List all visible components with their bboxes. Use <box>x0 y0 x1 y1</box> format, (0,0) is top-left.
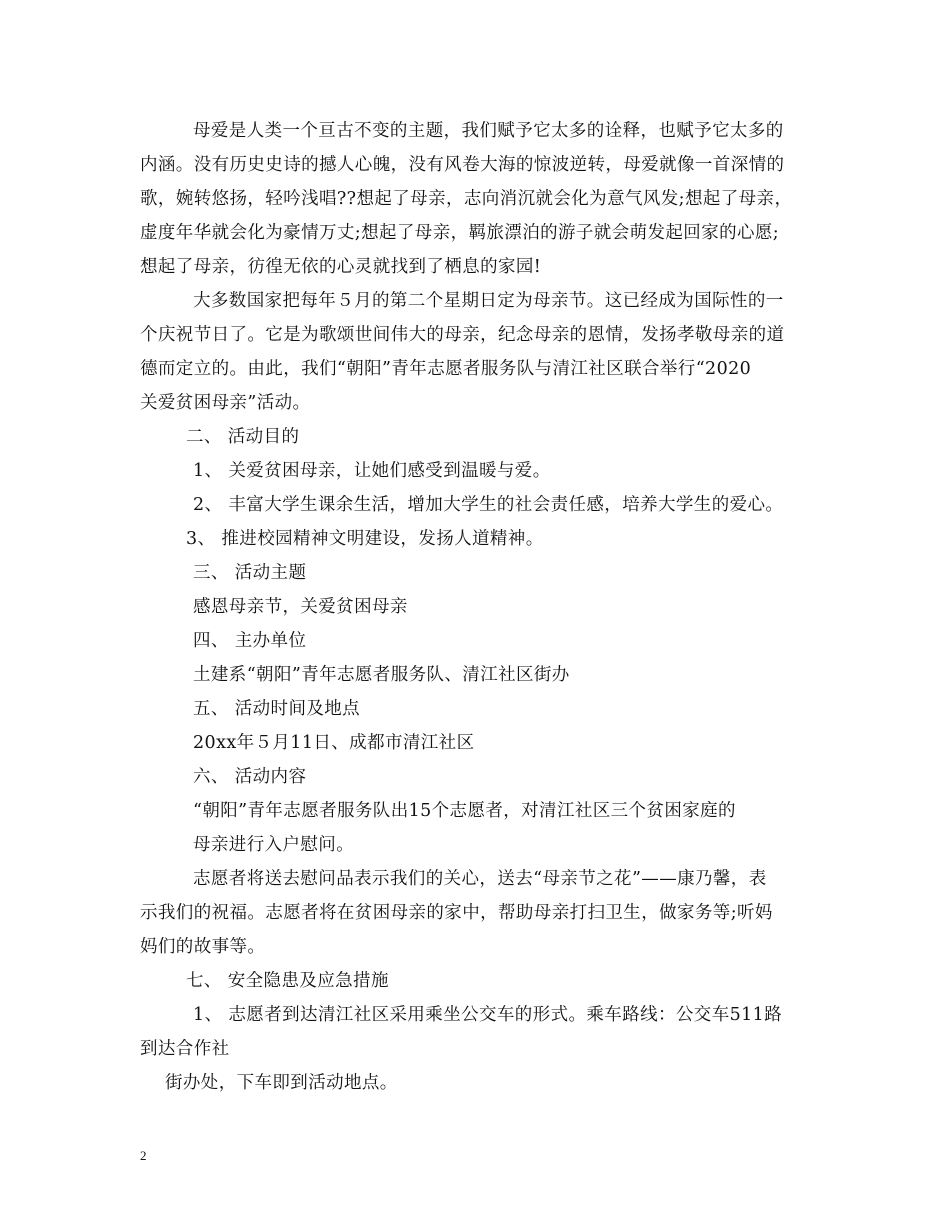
list-item: 2、 丰富大学生课余生活，增加大学生的社会责任感，培养大学生的爱心。 <box>193 495 784 515</box>
paragraph-line: 大多数国家把每年５月的第二个星期日定为母亲节。这已经成为国际性的一 <box>193 291 784 311</box>
paragraph-line: 母亲进行入户慰问。 <box>193 835 355 855</box>
section-heading: 三、 活动主题 <box>193 563 307 583</box>
paragraph-line: 母爱是人类一个亘古不变的主题，我们赋予它太多的诠释，也赋予它太多的 <box>193 121 784 141</box>
section-heading: 七、 安全隐患及应急措施 <box>186 971 389 991</box>
paragraph-line: 感恩母亲节，关爱贫困母亲 <box>193 597 408 617</box>
section-heading: 五、 活动时间及地点 <box>193 699 361 719</box>
paragraph-line: 20xx年５月11日、成都市清江社区 <box>193 733 475 753</box>
page-number: 2 <box>140 1148 147 1163</box>
list-item: 1、 关爱贫困母亲，让她们感受到温暖与爱。 <box>193 461 551 481</box>
paragraph-line: 妈们的故事等。 <box>140 937 266 957</box>
paragraph-line: 个庆祝节日了。它是为歌颂世间伟大的母亲，纪念母亲的恩情，发扬孝敬母亲的道 <box>140 325 785 345</box>
paragraph-line: 想起了母亲，彷徨无依的心灵就找到了栖息的家园! <box>140 257 542 277</box>
list-item: 3、 推进校园精神文明建设，发扬人道精神。 <box>186 529 544 549</box>
paragraph-line: 歌，婉转悠扬，轻吟浅唱??想起了母亲，志向消沉就会化为意气风发;想起了母亲， <box>140 189 793 209</box>
paragraph-line: 到达合作社 <box>140 1039 230 1059</box>
paragraph-line: 土建系“朝阳”青年志愿者服务队、清江社区街办 <box>193 665 570 685</box>
paragraph-line: 虚度年华就会化为豪情万丈;想起了母亲，羁旅漂泊的游子就会萌发起回家的心愿; <box>140 223 780 243</box>
list-item: 1、 志愿者到达清江社区采用乘坐公交车的形式。乘车路线：公交车511路 <box>193 1005 783 1025</box>
paragraph-line: “朝阳”青年志愿者服务队出15个志愿者，对清江社区三个贫困家庭的 <box>193 801 736 821</box>
paragraph-line: 街办处，下车即到活动地点。 <box>165 1073 398 1093</box>
paragraph-line: 德而定立的。由此，我们“朝阳”青年志愿者服务队与清江社区联合举行“2020 <box>140 359 752 379</box>
section-heading: 四、 主办单位 <box>193 631 307 651</box>
section-heading: 六、 活动内容 <box>193 767 307 787</box>
paragraph-line: 关爱贫困母亲”活动。 <box>140 393 311 413</box>
paragraph-line: 示我们的祝福。志愿者将在贫困母亲的家中，帮助母亲打扫卫生，做家务等;听妈 <box>140 903 773 923</box>
paragraph-line: 内涵。没有历史史诗的撼人心魄，没有风卷大海的惊波逆转，母爱就像一首深情的 <box>140 155 785 175</box>
section-heading: 二、 活动目的 <box>186 427 300 447</box>
paragraph-line: 志愿者将送去慰问品表示我们的关心，送去“母亲节之花”——康乃馨，表 <box>193 869 767 889</box>
